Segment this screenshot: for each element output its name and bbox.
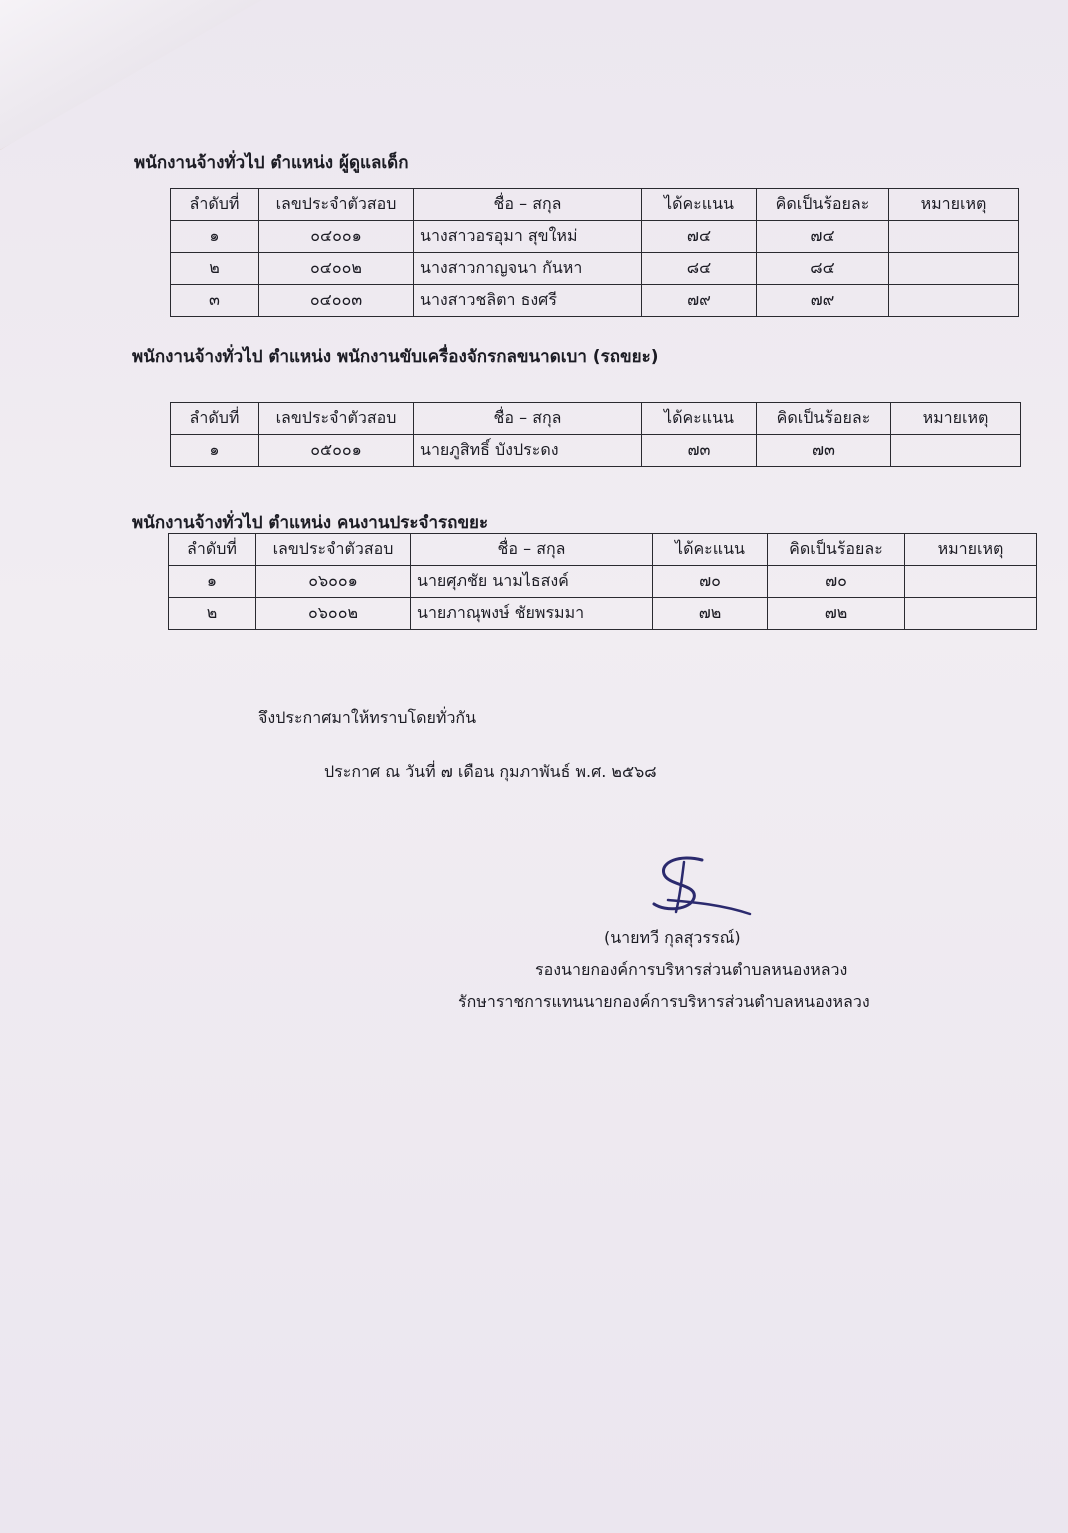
cell-percent: ๗๔	[757, 221, 889, 253]
cell-name: นายภาณุพงษ์ ชัยพรมมา	[411, 598, 653, 630]
results-table-childcare	[170, 188, 1019, 317]
table-header-row	[169, 534, 1037, 566]
col-header-percent: คิดเป็นร้อยละ	[768, 534, 905, 566]
col-header-percent: คิดเป็นร้อยละ	[757, 403, 891, 435]
cell-remark	[889, 253, 1019, 285]
cell-exam-id: ๐๖๐๐๑	[256, 566, 411, 598]
table-row	[169, 566, 1037, 598]
cell-name: นางสาวชลิตา ธงศรี	[414, 285, 642, 317]
signer-position: รองนายกองค์การบริหารส่วนตำบลหนองหลวง	[535, 960, 848, 979]
cell-remark	[905, 598, 1037, 630]
cell-name: นางสาวอรอุมา สุขใหม่	[414, 221, 642, 253]
cell-score: ๘๔	[642, 253, 757, 285]
cell-exam-id: ๐๔๐๐๓	[259, 285, 414, 317]
cell-percent: ๗๓	[757, 435, 891, 467]
cell-order: ๑	[169, 566, 256, 598]
cell-exam-id: ๐๔๐๐๒	[259, 253, 414, 285]
cell-score: ๗๓	[642, 435, 757, 467]
cell-order: ๒	[169, 598, 256, 630]
cell-order: ๒	[171, 253, 259, 285]
cell-exam-id: ๐๕๐๐๑	[259, 435, 414, 467]
results-table-garbage-truck-worker	[168, 533, 1037, 630]
cell-exam-id: ๐๖๐๐๒	[256, 598, 411, 630]
announcement-date: ประกาศ ณ วันที่ ๗ เดือน กุมภาพันธ์ พ.ศ. ๒๕๖๘	[324, 762, 657, 781]
col-header-score: ได้คะแนน	[642, 189, 757, 221]
col-header-exam-id: เลขประจำตัวสอบ	[259, 189, 414, 221]
cell-order: ๑	[171, 221, 259, 253]
cell-name: นายภูสิทธิ์ บังประดง	[414, 435, 642, 467]
cell-score: ๗๐	[653, 566, 768, 598]
col-header-percent: คิดเป็นร้อยละ	[757, 189, 889, 221]
closing-statement: จึงประกาศมาให้ทราบโดยทั่วกัน	[258, 708, 477, 727]
col-header-order: ลำดับที่	[171, 189, 259, 221]
cell-name: นางสาวกาญจนา กันหา	[414, 253, 642, 285]
col-header-exam-id: เลขประจำตัวสอบ	[256, 534, 411, 566]
cell-remark	[905, 566, 1037, 598]
cell-remark	[889, 285, 1019, 317]
table-row	[169, 598, 1037, 630]
cell-order: ๓	[171, 285, 259, 317]
cell-percent: ๘๔	[757, 253, 889, 285]
table-row	[171, 221, 1019, 253]
signer-acting-position: รักษาราชการแทนนายกองค์การบริหารส่วนตำบลหนองหลวง	[458, 992, 870, 1011]
cell-remark	[891, 435, 1021, 467]
section-title-garbage-truck-worker: พนักงานจ้างทั่วไป ตำแหน่ง คนงานประจำรถขยะ	[132, 513, 489, 533]
section-title-light-machinery-driver: พนักงานจ้างทั่วไป ตำแหน่ง พนักงานขับเครื่องจักรกลขนาดเบา (รถขยะ)	[132, 347, 659, 367]
cell-remark	[889, 221, 1019, 253]
section-title-childcare: พนักงานจ้างทั่วไป ตำแหน่ง ผู้ดูแลเด็ก	[134, 153, 409, 173]
col-header-order: ลำดับที่	[169, 534, 256, 566]
cell-percent: ๗๐	[768, 566, 905, 598]
signer-name: (นายทวี กุลสุวรรณ์)	[604, 928, 741, 947]
table-header-row	[171, 403, 1021, 435]
col-header-remark: หมายเหตุ	[891, 403, 1021, 435]
col-header-score: ได้คะแนน	[642, 403, 757, 435]
cell-order: ๑	[171, 435, 259, 467]
col-header-exam-id: เลขประจำตัวสอบ	[259, 403, 414, 435]
col-header-order: ลำดับที่	[171, 403, 259, 435]
col-header-name: ชื่อ – สกุล	[414, 189, 642, 221]
cell-score: ๗๔	[642, 221, 757, 253]
handwritten-signature-icon	[640, 852, 760, 922]
col-header-name: ชื่อ – สกุล	[411, 534, 653, 566]
cell-score: ๗๙	[642, 285, 757, 317]
cell-percent: ๗๒	[768, 598, 905, 630]
cell-exam-id: ๐๔๐๐๑	[259, 221, 414, 253]
cell-percent: ๗๙	[757, 285, 889, 317]
results-table-light-machinery-driver	[170, 402, 1021, 467]
col-header-score: ได้คะแนน	[653, 534, 768, 566]
col-header-remark: หมายเหตุ	[889, 189, 1019, 221]
table-row	[171, 253, 1019, 285]
table-row	[171, 435, 1021, 467]
cell-name: นายศุภชัย นามไธสงค์	[411, 566, 653, 598]
col-header-name: ชื่อ – สกุล	[414, 403, 642, 435]
cell-score: ๗๒	[653, 598, 768, 630]
col-header-remark: หมายเหตุ	[905, 534, 1037, 566]
table-header-row	[171, 189, 1019, 221]
table-row	[171, 285, 1019, 317]
